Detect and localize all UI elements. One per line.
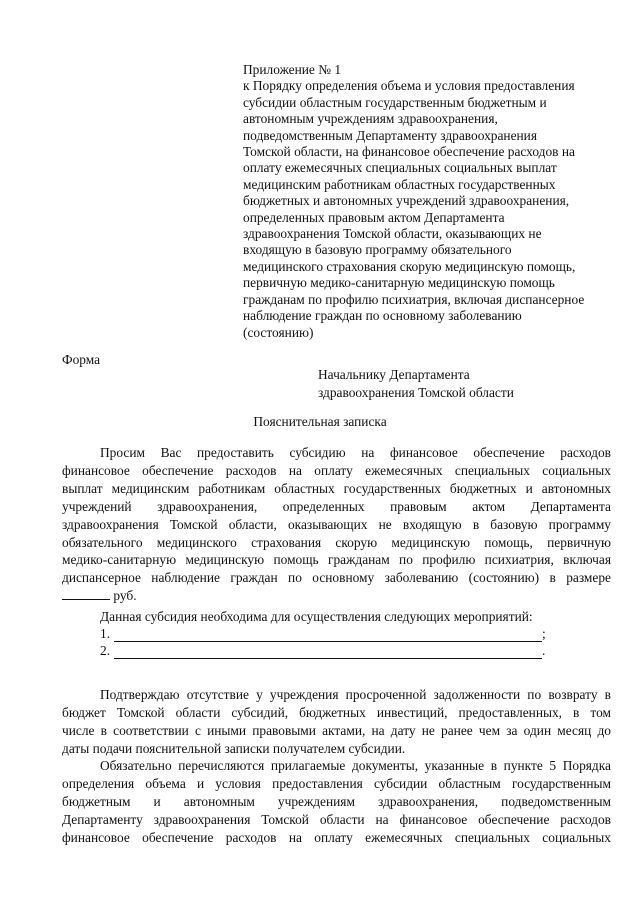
paragraph-line: бюджет Томской области субсидий, бюджетных инвестиций, предоставленных, в том: [62, 704, 611, 720]
paragraph-line: определения объема и условия предоставления субсидии областным государственным: [62, 775, 611, 791]
amount-blank-field[interactable]: [62, 587, 110, 600]
paragraph-line: обязательного медицинского страхования скорую медицинскую помощь, первичную: [62, 534, 611, 550]
appendix-line: подведомственным Департаменту здравоохранения: [243, 127, 538, 143]
appendix-line: первичную медико-санитарную медицинскую помощь: [243, 275, 555, 291]
addressee-line: здравоохранения Томской области: [318, 385, 514, 400]
document-title: Пояснительная записка: [253, 414, 387, 429]
paragraph-line: финансовое обеспечение расходов на оплату ежемесячных специальных социальных: [62, 462, 611, 478]
appendix-line: здравоохранения Томской области, оказывающих не: [243, 226, 542, 242]
appendix-line: (состоянию): [243, 324, 314, 340]
amount-suffix: руб.: [113, 588, 137, 604]
appendix-line: к Порядку определения объема и условия предоставления: [243, 78, 575, 94]
measure-end: ;: [542, 626, 546, 641]
appendix-line: Томской области, на финансовое обеспечение расходов на: [243, 144, 575, 160]
measure-item: [100, 625, 546, 642]
paragraph-line: учреждений здравоохранения, определенных правовым актом Департамента: [62, 498, 611, 514]
paragraph-line: Подтверждаю отсутствие у учреждения просроченной задолженности по возврату в: [100, 687, 611, 702]
measure-blank-field[interactable]: [114, 646, 542, 659]
paragraph-line: Департаменту здравоохранения Томской области на финансовое обеспечение расходов: [62, 811, 611, 827]
request-paragraph: [62, 444, 611, 605]
measure-number: 2.: [100, 643, 111, 658]
attachments-paragraph: [62, 757, 611, 847]
appendix-line: автономным учреждениям здравоохранения,: [243, 111, 498, 127]
appendix-line: медицинским работникам областных государственных: [243, 176, 556, 192]
paragraph-line: медико-санитарную медицинскую помощь гражданам по профилю психиатрия, включая: [62, 552, 611, 568]
measure-item: [100, 642, 546, 659]
measure-end: .: [542, 643, 546, 658]
addressee-block: [318, 366, 514, 402]
paragraph-line: выплат медицинским работникам областных государственных бюджетных и автономных: [62, 480, 611, 496]
paragraph-line: бюджетным и автономным учреждениям здравоохранения, подведомственным: [62, 793, 611, 809]
paragraph-line: Обязательно перечисляются прилагаемые документы, указанные в пункте 5 Порядка: [100, 758, 611, 773]
amount-line: [62, 587, 611, 605]
measures-intro: Данная субсидия необходима для осуществления следующих мероприятий:: [100, 609, 533, 624]
appendix-line: бюджетных и автономных учреждений здравоохранения,: [243, 193, 570, 209]
measure-number: 1.: [100, 626, 111, 641]
measures-block: [100, 608, 546, 659]
paragraph-line: даты подачи пояснительной записки получателем субсидии.: [62, 740, 406, 756]
form-label: Форма: [62, 352, 101, 367]
appendix-title: Приложение № 1: [243, 62, 342, 77]
appendix-header: [243, 62, 613, 341]
appendix-line: гражданам по профилю психиатрия, включая диспансерное: [243, 291, 585, 307]
appendix-line: медицинского страхования скорую медицинскую помощь,: [243, 258, 576, 274]
paragraph-line: числе в соответствии с иными правовыми актами, на дату не ранее чем за один месяц до: [62, 722, 611, 738]
paragraph-line: здравоохранения Томской области, оказывающих не входящую в базовую программу: [62, 516, 611, 532]
paragraph-line: диспансерное наблюдение граждан по основному заболеванию (состоянию) в размере: [62, 570, 611, 586]
appendix-line: субсидии областным государственным бюджетным и: [243, 94, 547, 110]
addressee-line: Начальнику Департамента: [318, 367, 470, 382]
appendix-line: наблюдение граждан по основному заболеванию: [243, 308, 522, 324]
measure-blank-field[interactable]: [114, 629, 542, 642]
paragraph-line: финансовое обеспечение расходов на оплату ежемесячных специальных социальных: [62, 829, 611, 845]
appendix-line: входящую в базовую программу обязательного: [243, 242, 512, 258]
appendix-line: оплату ежемесячных специальных социальных выплат: [243, 160, 557, 176]
confirm-paragraph: [62, 686, 611, 758]
appendix-line: определенных правовым актом Департамента: [243, 209, 505, 225]
paragraph-line: Просим Вас предоставить субсидию на финансовое обеспечение расходов: [100, 445, 611, 460]
